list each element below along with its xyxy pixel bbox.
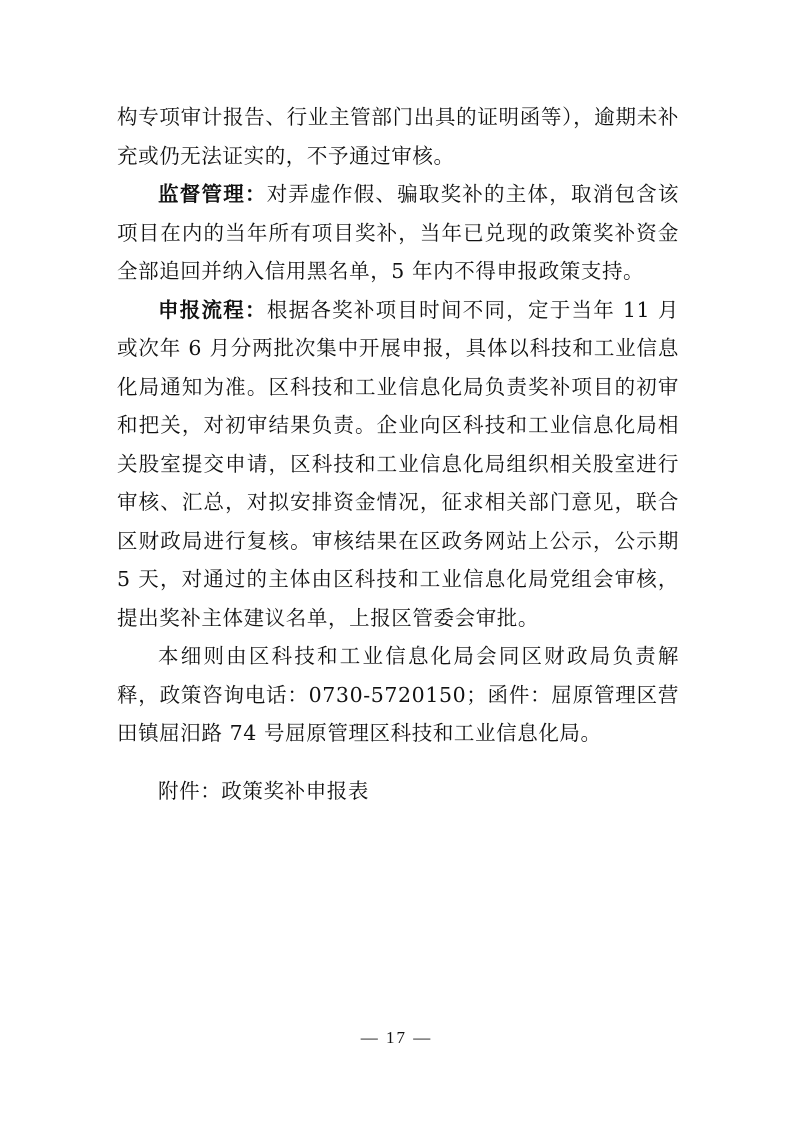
attachment-line: 附件：政策奖补申报表 [158, 779, 369, 803]
paragraph-application-process [117, 291, 679, 638]
paragraph-heading: 申报流程： [158, 297, 267, 322]
body-text [117, 98, 679, 753]
paragraph-text: 本细则由区科技和工业信息化局会同区财政局负责解释，政策咨询电话：0730-5720150；函件：屈原管理区营田镇屈汨路 74 号屈原管理区科技和工业信息化局。 [117, 644, 679, 745]
paragraph-continuation [117, 98, 679, 175]
paragraph-supervision [117, 175, 679, 291]
paragraph-interpretation [117, 637, 679, 753]
paragraph-text: 根据各奖补项目时间不同，定于当年 11 月或次年 6 月分两批次集中开展申报，具体以科技和工业信息化局通知为准。区科技和工业信息化局负责奖补项目的初审和把关，对初审结果负责。企业向区科技和工业信息化局相关股室提交申请，区科技和工业信息化局组织相关股室进行审核、汇总，对拟安排资金情况，征求相关部门意见，联合区财政局进行复核。审核结果在区政务网站上公示，公示期5 天，对通过的主体由区科技和工业信息化局党组会审核，提出奖补主体建议名单，上报区管委会审批。 [117, 297, 680, 630]
paragraph-heading: 监督管理： [158, 182, 267, 206]
paragraph-text: 对弄虚作假、骗取奖补的主体，取消包含该项目在内的当年所有项目奖补，当年已兑现的政策奖补资金全部追回并纳入信用黑名单，5 年内不得申报政策支持。 [117, 182, 680, 283]
page-number: — 17 — [360, 1028, 433, 1047]
paragraph-text: 构专项审计报告、行业主管部门出具的证明函等），逾期未补充或仍无法证实的，不予通过审核。 [117, 105, 679, 168]
